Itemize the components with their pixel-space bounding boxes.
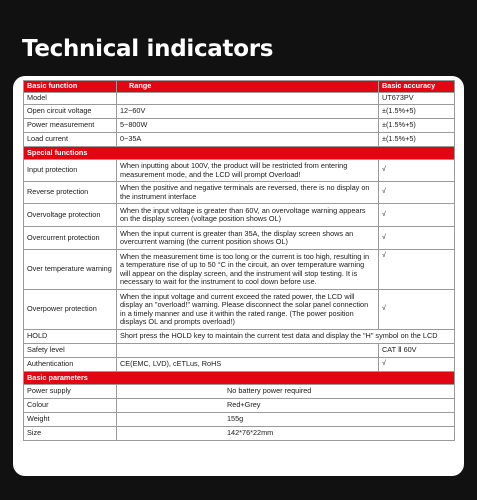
table-header-row — [24, 81, 455, 93]
row-label: Power measurement — [24, 119, 117, 133]
table-row — [24, 358, 455, 372]
row-label: Input protection — [24, 160, 117, 182]
row-accuracy: UT673PV — [379, 93, 455, 105]
row-value: Red+Grey — [117, 399, 455, 413]
row-label: Overcurrent protection — [24, 227, 117, 250]
row-range — [117, 93, 379, 105]
row-description: When the input voltage is greater than 60V, an overvoltage warning appears on the display screen (voltage position shows OL) — [117, 204, 379, 227]
check-mark: √ — [379, 290, 455, 330]
table-row — [24, 330, 455, 344]
row-label: Weight — [24, 413, 117, 427]
table-row — [24, 427, 455, 441]
header-basic-accuracy: Basic accuracy — [379, 81, 455, 93]
row-label: Model — [24, 93, 117, 105]
row-label: Overpower protection — [24, 290, 117, 330]
table-row — [24, 385, 455, 399]
row-label: Load current — [24, 133, 117, 147]
table-row — [24, 93, 455, 105]
section-header-basic-parameters — [24, 372, 455, 385]
row-label: Over temperature warning — [24, 250, 117, 290]
table-row — [24, 399, 455, 413]
row-value: 155g — [117, 413, 455, 427]
table-row — [24, 119, 455, 133]
row-description: When the positive and negative terminals are reversed, there is no display on the instrument interface — [117, 182, 379, 204]
row-value: 142*76*22mm — [117, 427, 455, 441]
check-mark: √ — [379, 160, 455, 182]
row-label: Size — [24, 427, 117, 441]
spec-table — [23, 80, 455, 441]
row-label: Power supply — [24, 385, 117, 399]
row-accuracy: ±(1.5%+5) — [379, 119, 455, 133]
section-title: Basic parameters — [24, 372, 455, 385]
row-label: Overvoltage protection — [24, 204, 117, 227]
row-accuracy: ±(1.5%+5) — [379, 133, 455, 147]
table-row — [24, 105, 455, 119]
row-label: Authentication — [24, 358, 117, 372]
header-basic-function: Basic function — [24, 81, 117, 93]
row-label: Reverse protection — [24, 182, 117, 204]
row-range: 12~60V — [117, 105, 379, 119]
table-row — [24, 290, 455, 330]
row-description: When inputting about 100V, the product will be restricted from entering measurement mode, and the LCD will prompt Overload! — [117, 160, 379, 182]
row-label: Safety level — [24, 344, 117, 358]
table-row — [24, 227, 455, 250]
row-description: When the measurement time is too long or the current is too high, resulting in a temperature rise of up to 50 °C in the circuit, an over temperature warning will appear on the display screen, and the instrument will stop testing. It is necessary to wait for the instrument to cool down before use. — [117, 250, 379, 290]
row-label: Colour — [24, 399, 117, 413]
table-row — [24, 344, 455, 358]
row-description — [117, 344, 379, 358]
row-description: When the input current is greater than 35A, the display screen shows an overcurrent warning (the current position shows OL) — [117, 227, 379, 250]
table-row — [24, 413, 455, 427]
safety-level-value: CAT Ⅱ 60V — [379, 344, 455, 358]
row-label: HOLD — [24, 330, 117, 344]
row-description: When the input voltage and current exceed the rated power, the LCD will display an "overload!" warning. Please disconnect the solar panel connection in a timely manner and use it within the rated range. (The power position displays OL and prompts overload!) — [117, 290, 379, 330]
row-description: Short press the HOLD key to maintain the current test data and display the "H" symbol on the LCD — [117, 330, 455, 344]
section-header-special-functions — [24, 147, 455, 160]
table-row — [24, 160, 455, 182]
section-title: Special functions — [24, 147, 455, 160]
row-description: CE(EMC, LVD), cETLus, RoHS — [117, 358, 379, 372]
check-mark: √ — [379, 182, 455, 204]
row-value: No battery power required — [117, 385, 455, 399]
row-range: 5~800W — [117, 119, 379, 133]
header-range: Range — [117, 81, 379, 93]
table-row — [24, 133, 455, 147]
check-mark: √ — [379, 250, 455, 290]
spec-card — [13, 76, 464, 476]
check-mark: √ — [379, 358, 455, 372]
page-title: Technical indicators — [22, 36, 274, 62]
table-row — [24, 250, 455, 290]
row-accuracy: ±(1.5%+5) — [379, 105, 455, 119]
row-range: 0~35A — [117, 133, 379, 147]
table-row — [24, 204, 455, 227]
check-mark: √ — [379, 227, 455, 250]
row-label: Open circuit voltage — [24, 105, 117, 119]
check-mark: √ — [379, 204, 455, 227]
table-row — [24, 182, 455, 204]
